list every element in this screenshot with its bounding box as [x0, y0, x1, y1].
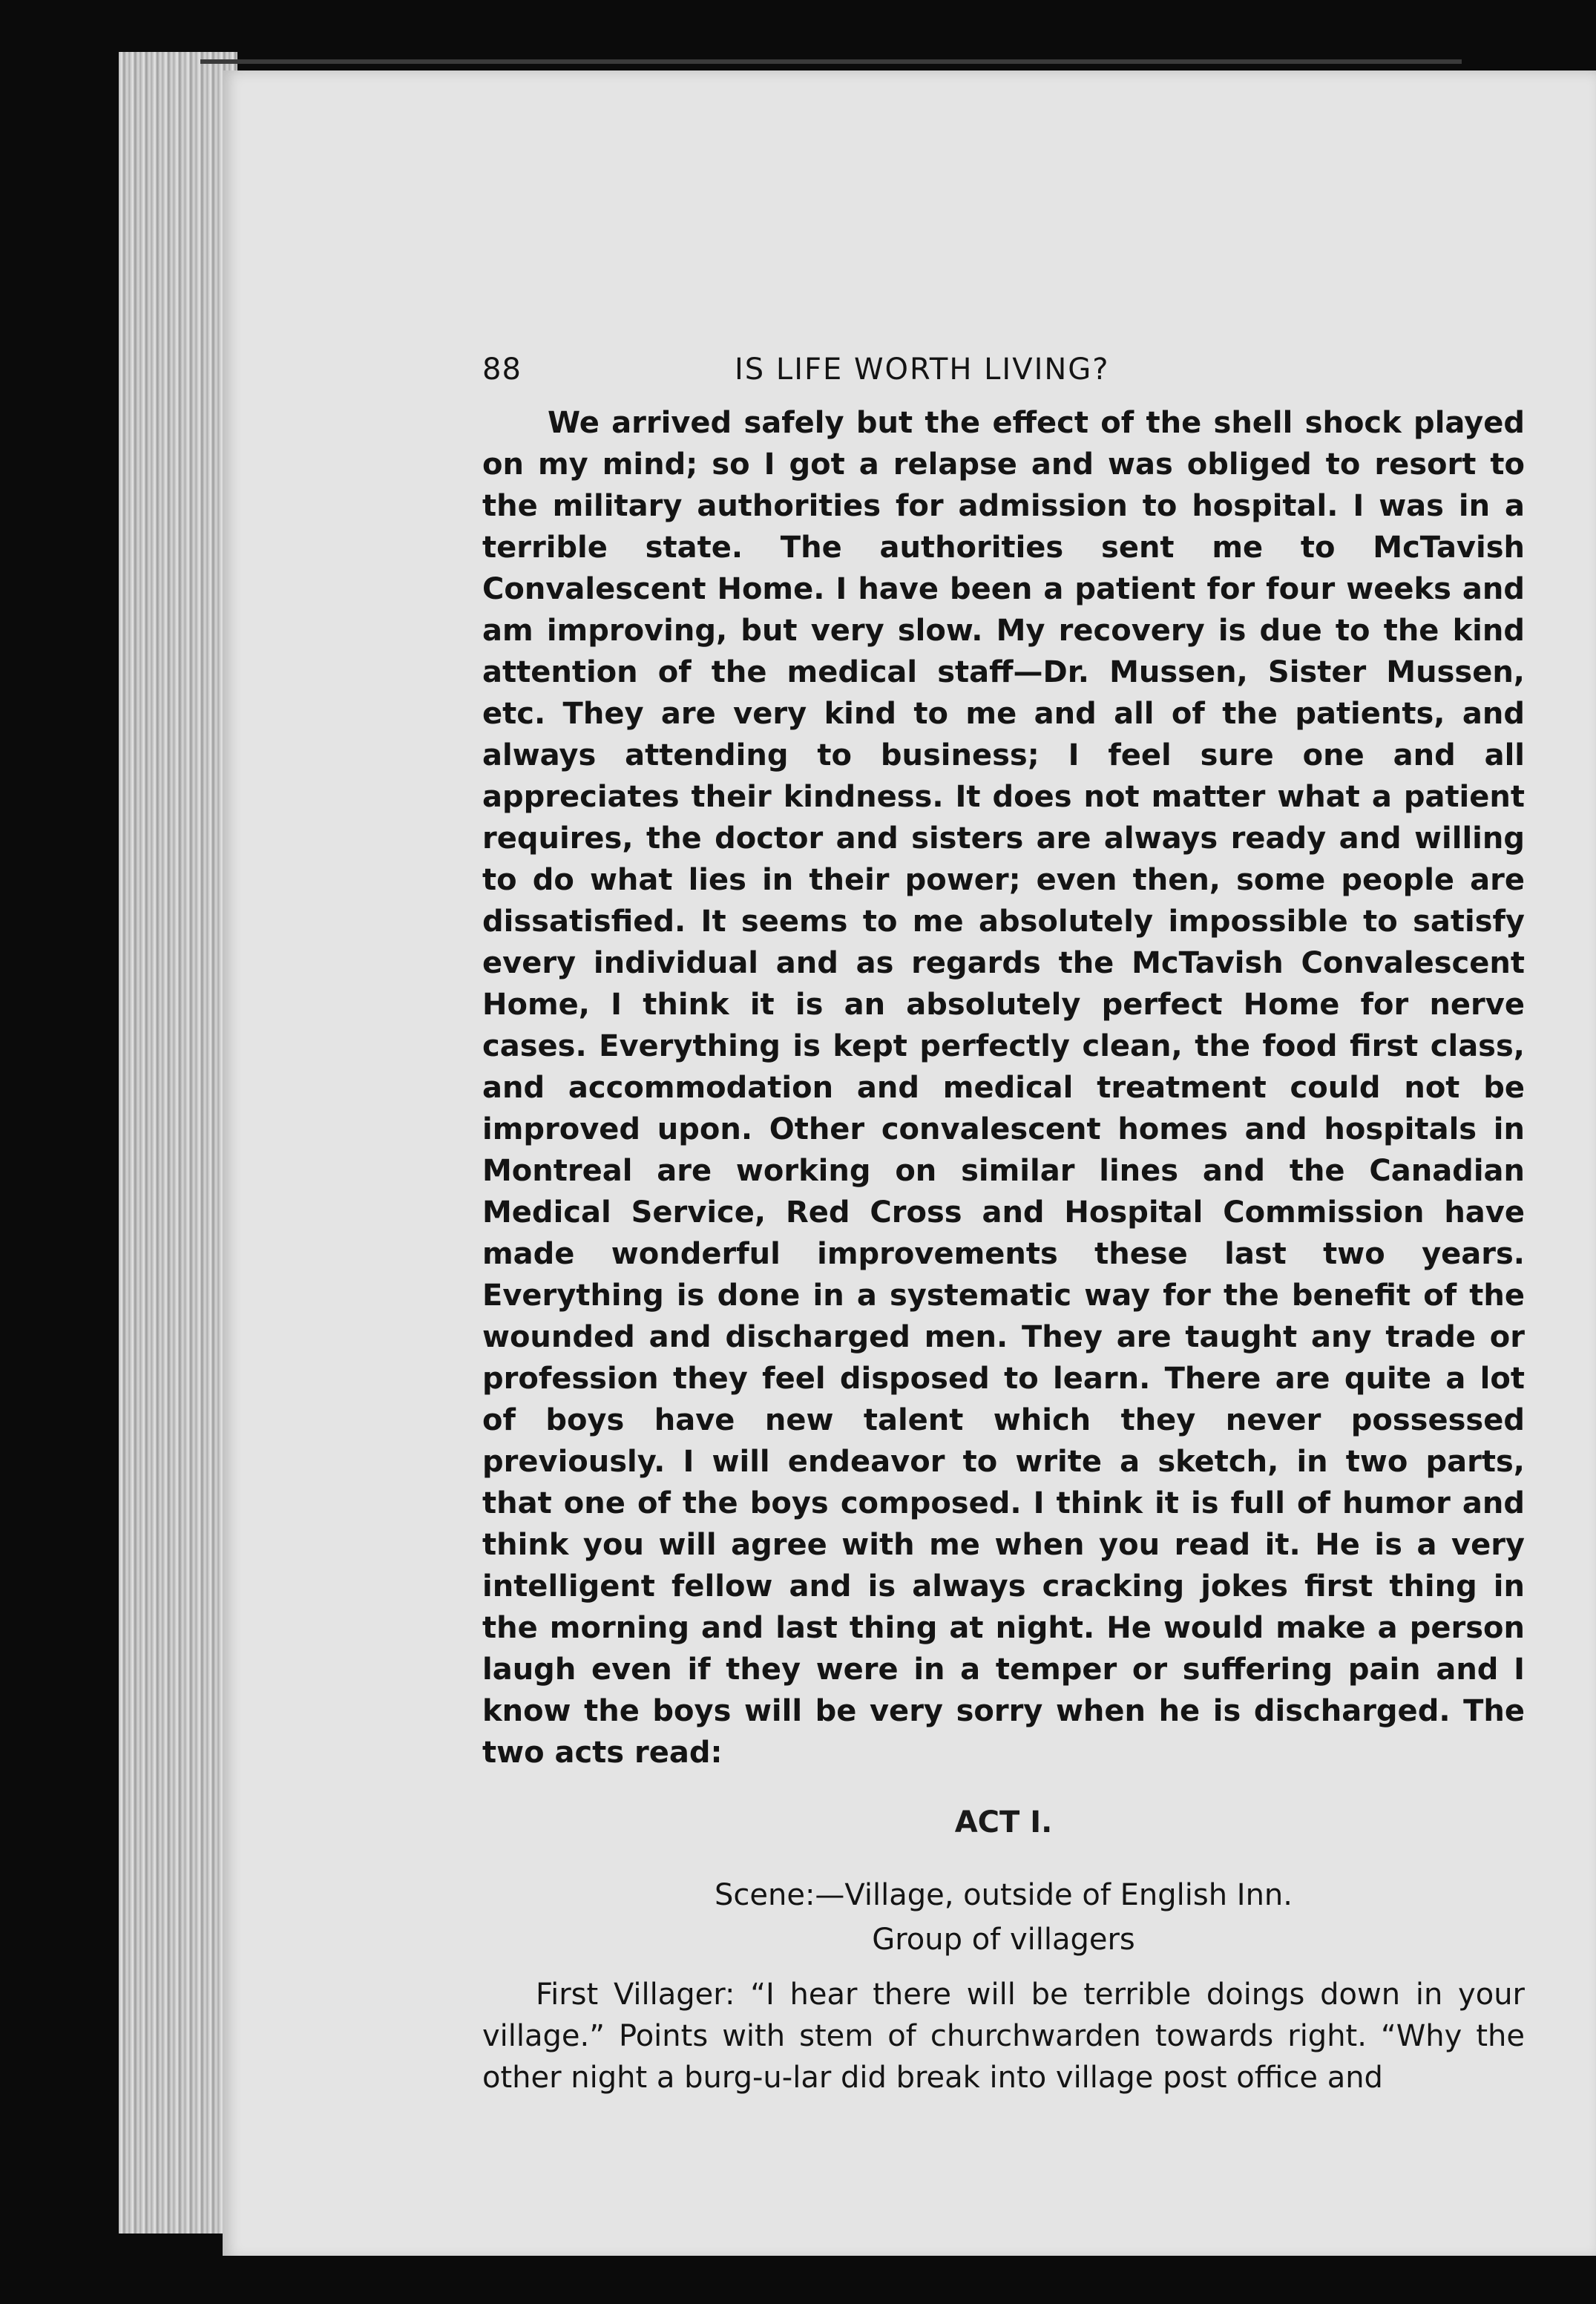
- stacked-page-edges: [119, 52, 237, 2234]
- dialogue-paragraph: First Villager: “I hear there will be terrible doings down in your village.” Points with stem of churchwarden towards right. “Why the other night a burg-u-lar did break into village post office and: [482, 1978, 1525, 2095]
- page-number: 88: [482, 352, 522, 387]
- running-head: [482, 349, 1525, 393]
- text-block: [482, 349, 1525, 2098]
- group-line: Group of villagers: [872, 1923, 1135, 1957]
- act-heading: ACT I.: [954, 1805, 1053, 1839]
- page-top-edge: [200, 59, 1462, 64]
- body-paragraph: We arrived safely but the effect of the shell shock played on my mind; so I got a relapse and was obliged to resort to the military authorities for admission to hospital. I was in a terrible state. The authorities sent me to McTavish Convalescent Home. I have been a patient for four weeks and am improving, but very slow. My recovery is due to the kind attention of the medical staff—Dr. Mussen, Sister Mussen, etc. They are very kind to me and all of the patients, and always attending to business; I feel sure one and all appreciates their kindness. It does not matter what a patient requires, the doctor and sisters are always ready and willing to do what lies in their power; even then, some people are dissatisfied. It seems to me absolutely impossible to satisfy every individual and as regards the McTavish Convalescent Home, I think it is an absolutely perfect Home for nerve cases. Everything is kept perfectly clean, the food first class, and accommodation and medical treatment could not be improved upon. Other convalescent homes and hospitals in Montreal are working on similar lines and the Canadian Medical Service, Red Cross and Hospital Commission have made wonderful improvements these last two years. Everything is done in a systematic way for the benefit of the wounded and discharged men. They are taught any trade or profession they feel disposed to learn. There are quite a lot of boys have new talent which they never possessed previously. I will endeavor to write a sketch, in two parts, that one of the boys composed. I think it is full of humor and think you will agree with me when you read it. He is a very intelligent fellow and is always cracking jokes first thing in the morning and last thing at night. He would make a person laugh even if they were in a temper or suffering pain and I know the boys will be very sorry when he is discharged. The two acts read:: [482, 406, 1525, 1770]
- bottom-shadow: [119, 2256, 1596, 2304]
- scene-line: Scene:—Village, outside of English Inn.: [714, 1878, 1293, 1912]
- running-title: IS LIFE WORTH LIVING?: [735, 352, 1110, 387]
